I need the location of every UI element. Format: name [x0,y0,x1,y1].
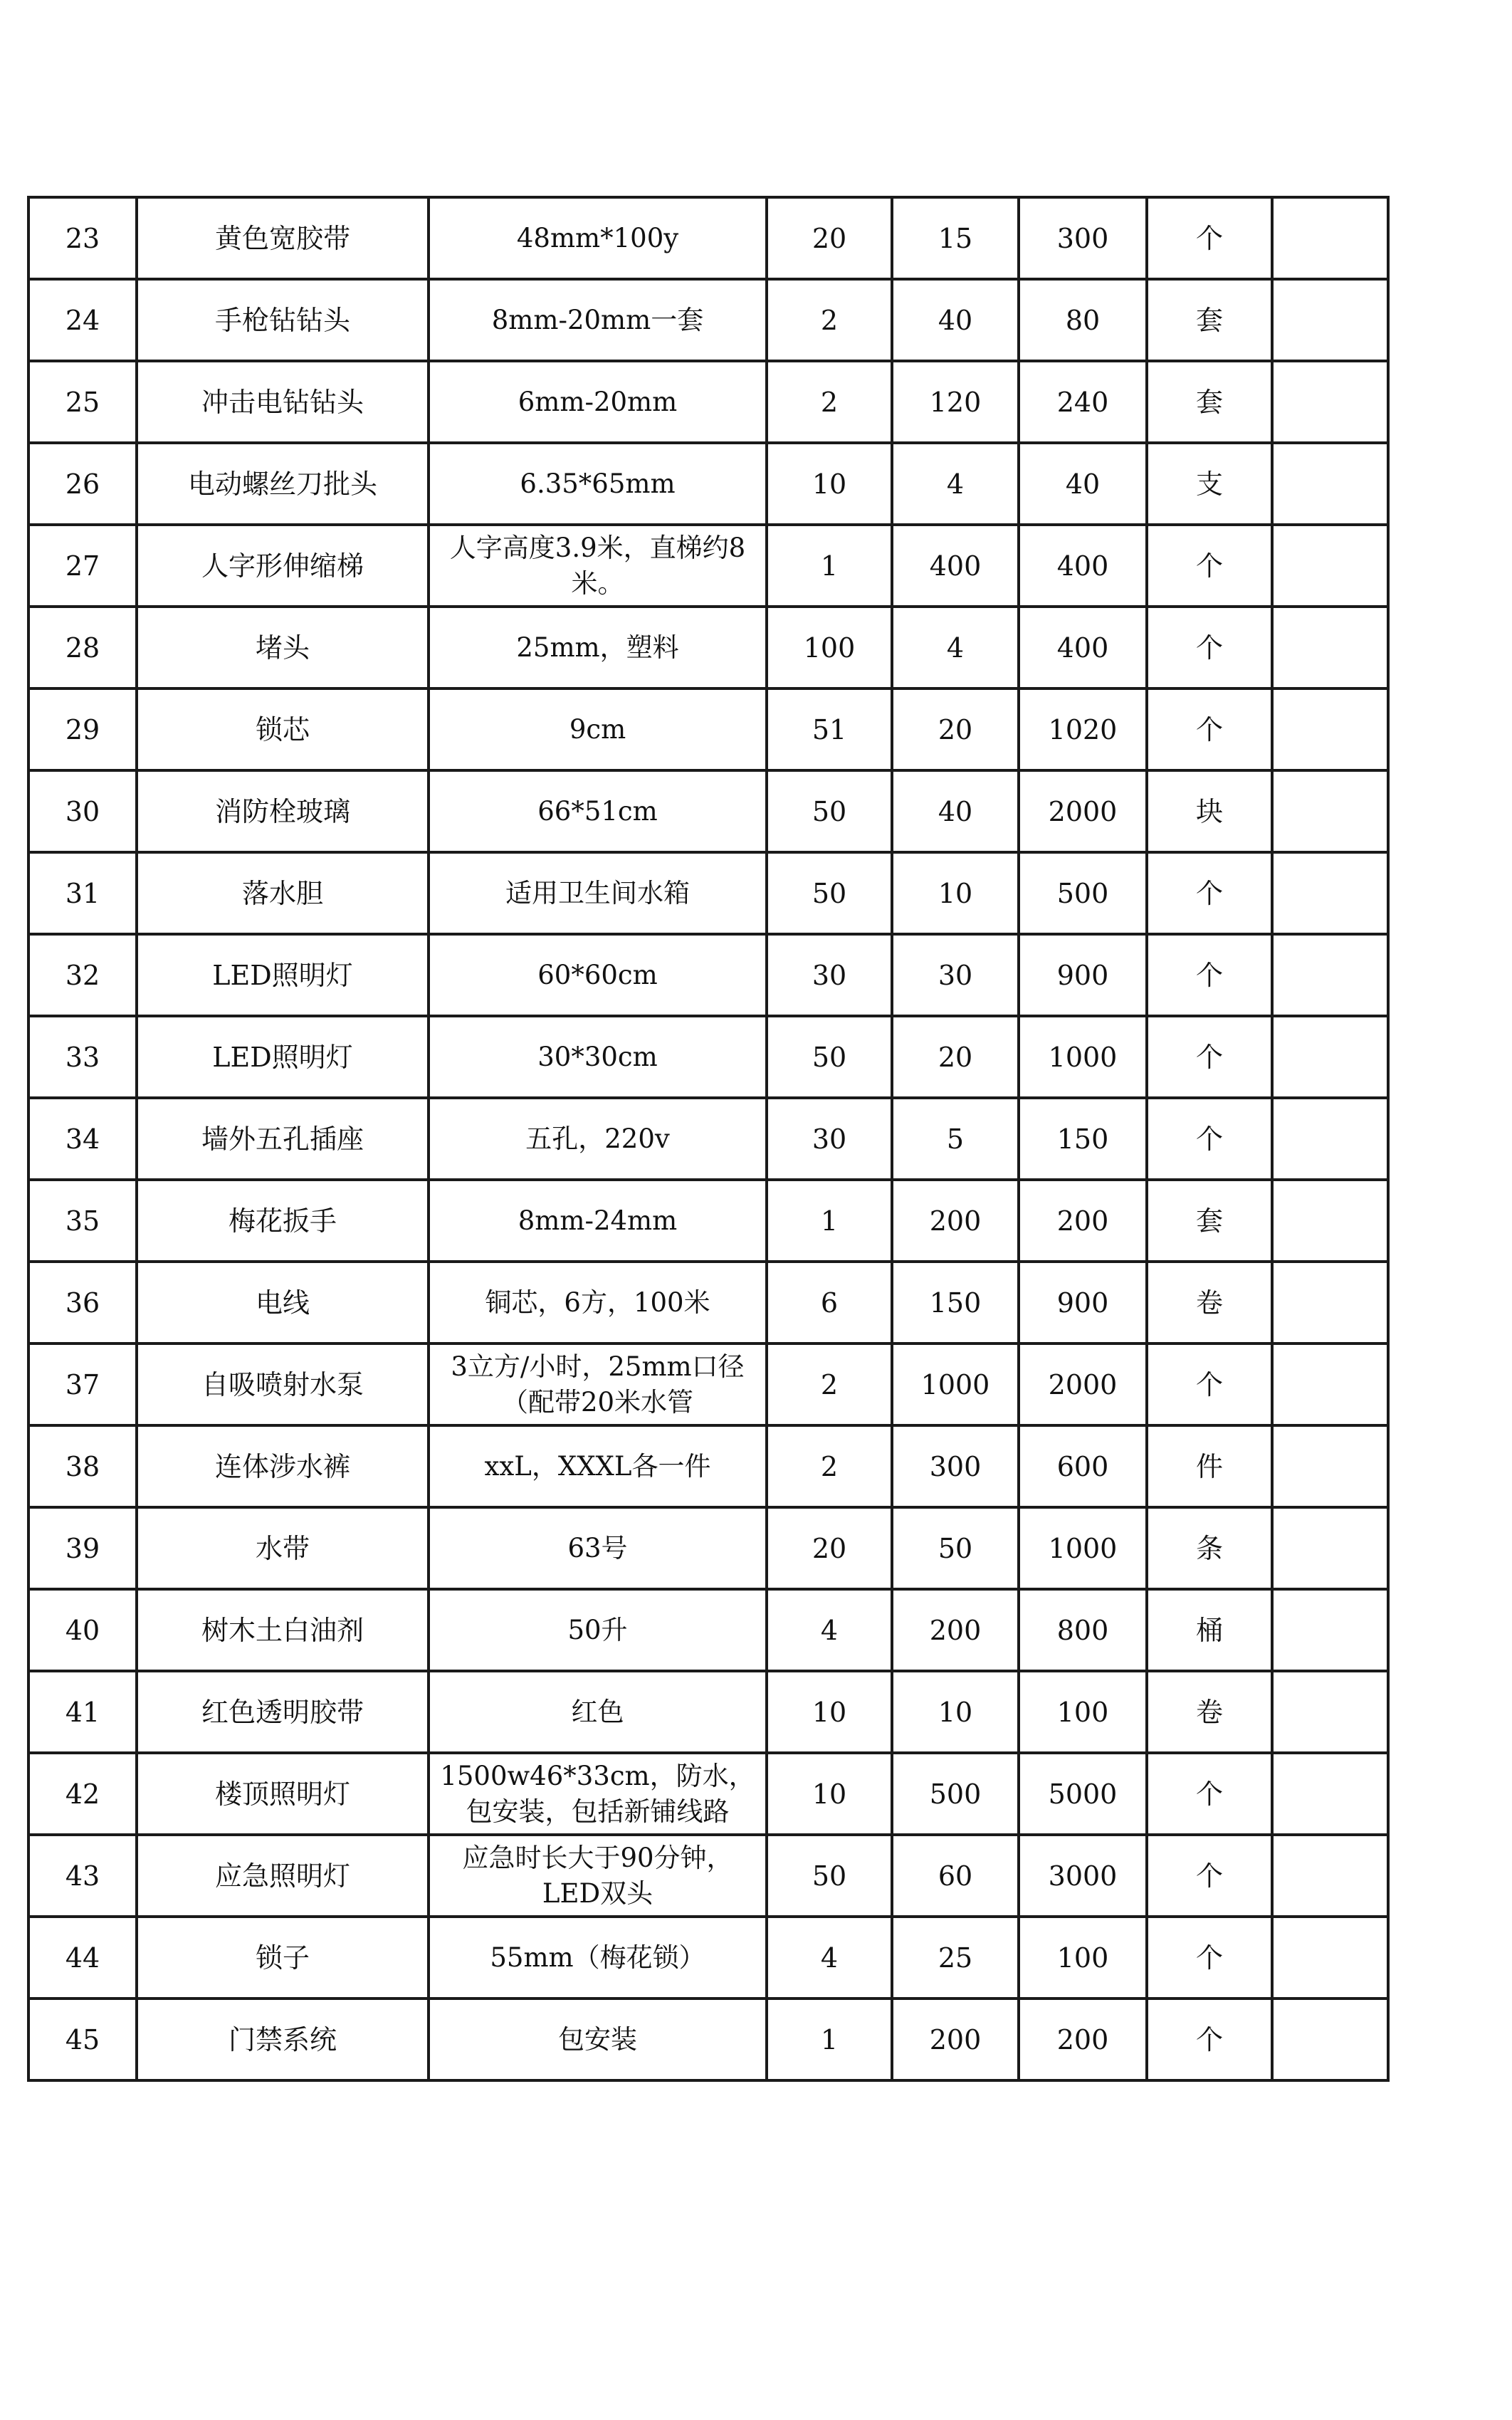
item-remark [1272,1917,1388,1999]
item-quantity: 100 [767,607,892,688]
item-unit: 个 [1147,1917,1272,1999]
item-quantity: 30 [767,1098,892,1180]
item-unit: 个 [1147,688,1272,770]
item-quantity: 10 [767,443,892,525]
item-remark [1272,279,1388,361]
item-spec: 60*60cm [429,934,767,1016]
row-number: 36 [28,1262,137,1343]
item-spec: 66*51cm [429,770,767,852]
row-number: 27 [28,525,137,607]
item-remark [1272,1753,1388,1835]
item-quantity: 1 [767,525,892,607]
item-spec: 人字高度3.9米，直梯约8米。 [429,525,767,607]
item-spec: 63号 [429,1507,767,1589]
item-remark [1272,1999,1388,2080]
item-unit-price: 150 [892,1262,1019,1343]
row-number: 40 [28,1589,137,1671]
item-unit-price: 4 [892,443,1019,525]
item-name: 锁子 [137,1917,429,1999]
item-remark [1272,443,1388,525]
row-number: 43 [28,1835,137,1917]
row-number: 34 [28,1098,137,1180]
item-unit: 支 [1147,443,1272,525]
row-number: 41 [28,1671,137,1753]
item-name: 水带 [137,1507,429,1589]
item-remark [1272,1343,1388,1425]
item-unit-price: 50 [892,1507,1019,1589]
item-name: LED照明灯 [137,1016,429,1098]
item-unit-price: 20 [892,688,1019,770]
item-spec: 红色 [429,1671,767,1753]
row-number: 39 [28,1507,137,1589]
item-name: 树木土白油剂 [137,1589,429,1671]
row-number: 26 [28,443,137,525]
table-row [28,279,1388,361]
item-name: 落水胆 [137,852,429,934]
item-unit-price: 4 [892,607,1019,688]
item-remark [1272,688,1388,770]
item-remark [1272,1589,1388,1671]
item-unit-price: 120 [892,361,1019,443]
item-unit-price: 20 [892,1016,1019,1098]
item-unit: 个 [1147,525,1272,607]
item-unit: 个 [1147,1098,1272,1180]
item-unit-price: 60 [892,1835,1019,1917]
item-name: 手枪钻钻头 [137,279,429,361]
item-total: 900 [1019,934,1147,1016]
table-row [28,1098,1388,1180]
table-row [28,607,1388,688]
table-row [28,1016,1388,1098]
table-row [28,1671,1388,1753]
item-total: 1000 [1019,1507,1147,1589]
item-remark [1272,1507,1388,1589]
item-spec: 铜芯，6方，100米 [429,1262,767,1343]
item-total: 5000 [1019,1753,1147,1835]
item-table-body [28,197,1388,2080]
item-unit: 个 [1147,1999,1272,2080]
row-number: 42 [28,1753,137,1835]
item-unit-price: 10 [892,1671,1019,1753]
item-total: 1020 [1019,688,1147,770]
item-total: 80 [1019,279,1147,361]
item-table [27,196,1390,2082]
item-remark [1272,1262,1388,1343]
item-quantity: 2 [767,361,892,443]
item-unit: 个 [1147,607,1272,688]
table-row [28,443,1388,525]
item-quantity: 51 [767,688,892,770]
item-quantity: 20 [767,197,892,279]
table-row [28,1999,1388,2080]
row-number: 44 [28,1917,137,1999]
item-unit: 件 [1147,1425,1272,1507]
item-name: 墙外五孔插座 [137,1098,429,1180]
item-spec: 55mm（梅花锁） [429,1917,767,1999]
item-unit-price: 500 [892,1753,1019,1835]
item-name: LED照明灯 [137,934,429,1016]
item-unit: 套 [1147,361,1272,443]
item-quantity: 50 [767,1016,892,1098]
item-total: 1000 [1019,1016,1147,1098]
item-name: 电线 [137,1262,429,1343]
item-spec: xxL，XXXL各一件 [429,1425,767,1507]
item-name: 红色透明胶带 [137,1671,429,1753]
item-spec: 6mm-20mm [429,361,767,443]
item-remark [1272,525,1388,607]
item-unit: 条 [1147,1507,1272,1589]
item-name: 电动螺丝刀批头 [137,443,429,525]
item-spec: 6.35*65mm [429,443,767,525]
item-name: 人字形伸缩梯 [137,525,429,607]
item-unit: 卷 [1147,1671,1272,1753]
item-remark [1272,361,1388,443]
table-row [28,361,1388,443]
table-row [28,1589,1388,1671]
item-remark [1272,934,1388,1016]
row-number: 38 [28,1425,137,1507]
item-unit: 个 [1147,1753,1272,1835]
item-remark [1272,607,1388,688]
item-unit-price: 5 [892,1098,1019,1180]
table-row [28,688,1388,770]
item-name: 连体涉水裤 [137,1425,429,1507]
item-unit: 套 [1147,1180,1272,1262]
item-total: 600 [1019,1425,1147,1507]
item-quantity: 50 [767,770,892,852]
row-number: 30 [28,770,137,852]
item-remark [1272,1180,1388,1262]
row-number: 33 [28,1016,137,1098]
item-total: 2000 [1019,770,1147,852]
item-total: 100 [1019,1917,1147,1999]
item-unit-price: 200 [892,1589,1019,1671]
item-unit-price: 30 [892,934,1019,1016]
row-number: 24 [28,279,137,361]
item-unit-price: 200 [892,1999,1019,2080]
item-total: 900 [1019,1262,1147,1343]
item-quantity: 10 [767,1753,892,1835]
item-spec: 应急时长大于90分钟，LED双头 [429,1835,767,1917]
item-quantity: 1 [767,1180,892,1262]
item-total: 300 [1019,197,1147,279]
item-quantity: 4 [767,1589,892,1671]
item-quantity: 30 [767,934,892,1016]
item-quantity: 1 [767,1999,892,2080]
item-remark [1272,1835,1388,1917]
item-name: 消防栓玻璃 [137,770,429,852]
table-row [28,1917,1388,1999]
item-name: 门禁系统 [137,1999,429,2080]
item-unit-price: 300 [892,1425,1019,1507]
table-row [28,934,1388,1016]
item-total: 400 [1019,525,1147,607]
item-quantity: 20 [767,1507,892,1589]
item-quantity: 2 [767,1425,892,1507]
table-row [28,1507,1388,1589]
table-row [28,852,1388,934]
item-unit: 个 [1147,197,1272,279]
item-total: 40 [1019,443,1147,525]
item-name: 冲击电钻钻头 [137,361,429,443]
table-row [28,1343,1388,1425]
item-remark [1272,770,1388,852]
item-unit-price: 200 [892,1180,1019,1262]
table-row [28,197,1388,279]
item-spec: 48mm*100y [429,197,767,279]
item-unit: 个 [1147,1016,1272,1098]
item-remark [1272,197,1388,279]
item-name: 自吸喷射水泵 [137,1343,429,1425]
item-unit: 个 [1147,852,1272,934]
item-spec: 五孔，220v [429,1098,767,1180]
item-spec: 30*30cm [429,1016,767,1098]
row-number: 31 [28,852,137,934]
item-unit: 个 [1147,934,1272,1016]
item-total: 500 [1019,852,1147,934]
item-remark [1272,1016,1388,1098]
item-spec: 1500w46*33cm，防水，包安装，包括新铺线路 [429,1753,767,1835]
item-quantity: 6 [767,1262,892,1343]
item-unit-price: 40 [892,279,1019,361]
item-total: 150 [1019,1098,1147,1180]
item-spec: 8mm-20mm一套 [429,279,767,361]
item-unit-price: 40 [892,770,1019,852]
item-quantity: 4 [767,1917,892,1999]
table-row [28,1835,1388,1917]
table-row [28,1753,1388,1835]
item-unit: 套 [1147,279,1272,361]
item-unit: 个 [1147,1343,1272,1425]
table-row [28,1262,1388,1343]
item-total: 400 [1019,607,1147,688]
item-remark [1272,1671,1388,1753]
item-name: 黄色宽胶带 [137,197,429,279]
row-number: 37 [28,1343,137,1425]
item-remark [1272,1425,1388,1507]
item-name: 应急照明灯 [137,1835,429,1917]
item-spec: 8mm-24mm [429,1180,767,1262]
item-total: 2000 [1019,1343,1147,1425]
row-number: 45 [28,1999,137,2080]
item-unit-price: 15 [892,197,1019,279]
item-name: 楼顶照明灯 [137,1753,429,1835]
item-quantity: 50 [767,1835,892,1917]
item-total: 3000 [1019,1835,1147,1917]
item-spec: 50升 [429,1589,767,1671]
table-row [28,770,1388,852]
item-spec: 适用卫生间水箱 [429,852,767,934]
item-unit: 卷 [1147,1262,1272,1343]
item-unit: 桶 [1147,1589,1272,1671]
item-total: 200 [1019,1180,1147,1262]
item-quantity: 2 [767,1343,892,1425]
row-number: 28 [28,607,137,688]
item-unit-price: 400 [892,525,1019,607]
row-number: 35 [28,1180,137,1262]
table-row [28,1180,1388,1262]
item-unit-price: 25 [892,1917,1019,1999]
row-number: 32 [28,934,137,1016]
table-row [28,1425,1388,1507]
item-name: 锁芯 [137,688,429,770]
item-remark [1272,1098,1388,1180]
item-total: 240 [1019,361,1147,443]
item-name: 堵头 [137,607,429,688]
item-unit: 块 [1147,770,1272,852]
item-spec: 包安装 [429,1999,767,2080]
item-name: 梅花扳手 [137,1180,429,1262]
item-total: 200 [1019,1999,1147,2080]
item-unit-price: 10 [892,852,1019,934]
item-total: 800 [1019,1589,1147,1671]
item-total: 100 [1019,1671,1147,1753]
item-quantity: 10 [767,1671,892,1753]
item-unit-price: 1000 [892,1343,1019,1425]
item-remark [1272,852,1388,934]
row-number: 25 [28,361,137,443]
table-row [28,525,1388,607]
row-number: 29 [28,688,137,770]
item-spec: 9cm [429,688,767,770]
item-spec: 3立方/小时，25mm口径（配带20米水管 [429,1343,767,1425]
row-number: 23 [28,197,137,279]
item-spec: 25mm，塑料 [429,607,767,688]
item-quantity: 2 [767,279,892,361]
item-unit: 个 [1147,1835,1272,1917]
item-quantity: 50 [767,852,892,934]
